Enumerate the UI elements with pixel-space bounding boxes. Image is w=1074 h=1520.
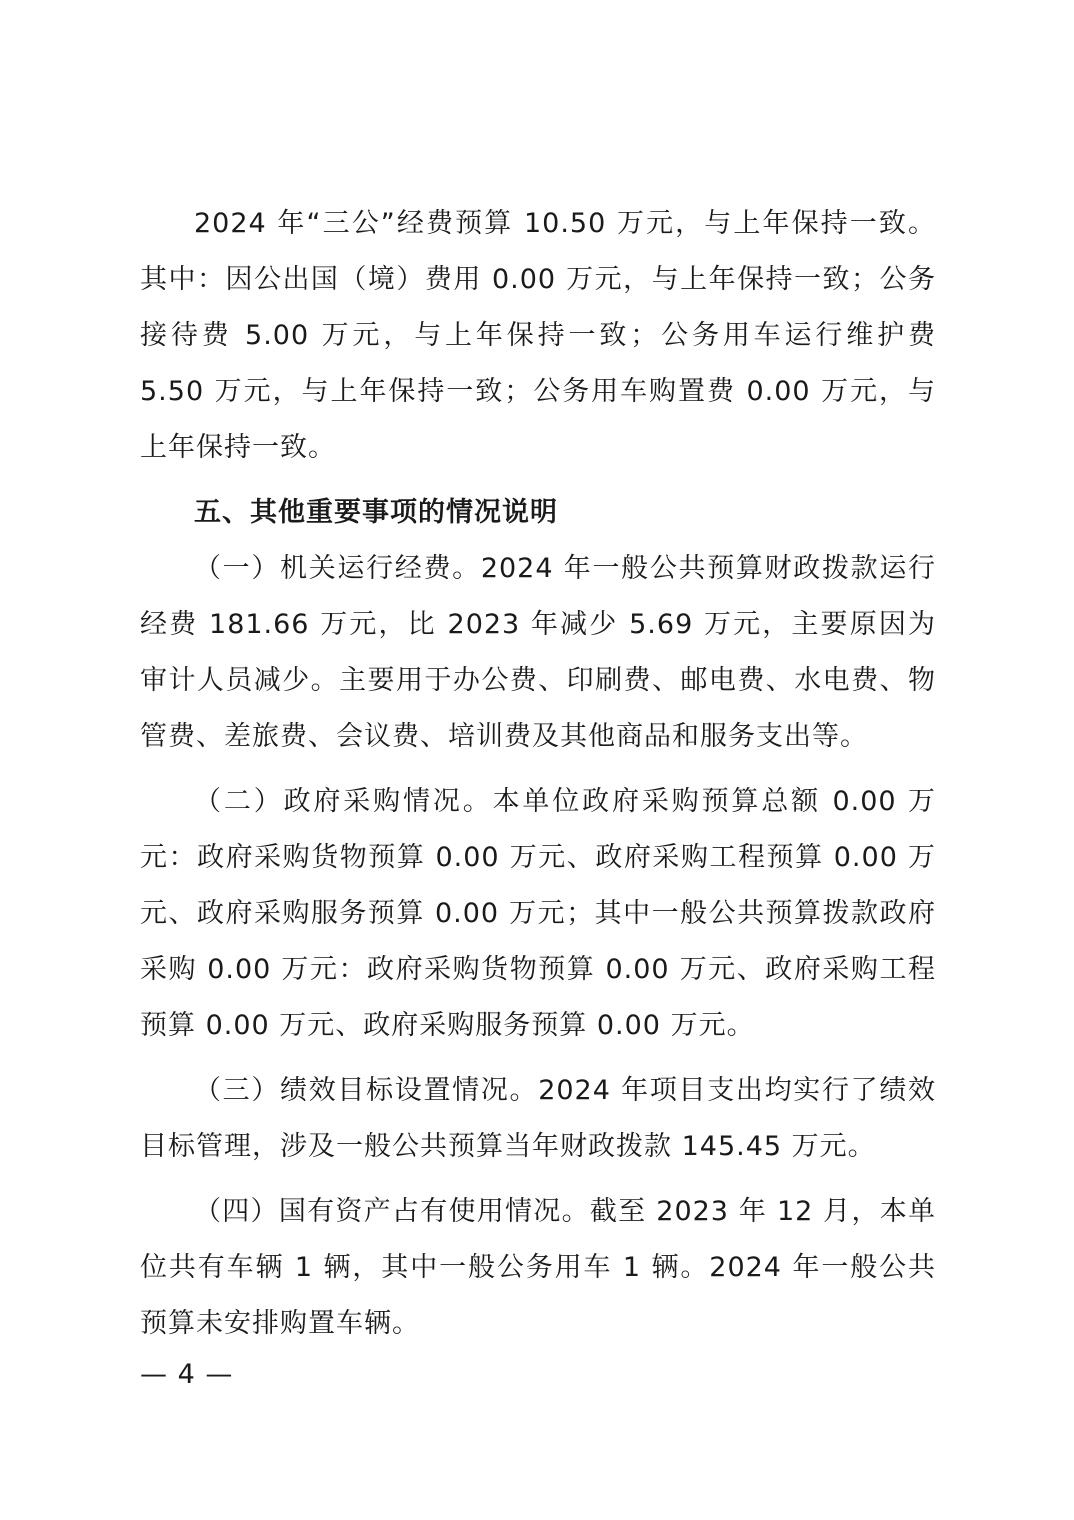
document-body	[140, 196, 936, 1352]
paragraph-assets	[140, 1184, 936, 1352]
paragraph-text: 本单位政府采购预算总额 0.00 万元：政府采购货物预算 0.00 万元、政府采购工程预算 0.00 万元、政府采购服务预算 0.00 万元；其中一般公共预算拨款政府采购 0.00 万元：政府采购货物预算 0.00 万元、政府采购工程预算 0.00 万元、政府采购服务预算 0.00 万元。	[140, 786, 936, 1041]
paragraph-text: 2024 年一般公共预算财政拨款运行经费 181.66 万元，比 2023 年减少 5.69 万元，主要原因为审计人员减少。主要用于办公费、印刷费、邮电费、水电费、物管费、差旅费、会议费、培训费及其他商品和服务支出等。	[140, 553, 936, 752]
paragraph-performance	[140, 1063, 936, 1175]
paragraph-lead: （二）政府采购情况。	[194, 786, 493, 817]
paragraph-text: 截至 2023 年 12 月，本单位共有车辆 1 辆，其中一般公务用车 1 辆。2024 年一般公共预算未安排购置车辆。	[140, 1196, 937, 1339]
paragraph-sangong-budget	[140, 196, 936, 476]
paragraph-lead: （一）机关运行经费。	[194, 553, 481, 584]
page-number: — 4 —	[140, 1359, 234, 1390]
paragraph-text: 2024 年项目支出均实行了绩效目标管理，涉及一般公共预算当年财政拨款 145.45 万元。	[140, 1075, 937, 1162]
paragraph-text: 2024 年“三公”经费预算 10.50 万元，与上年保持一致。其中：因公出国（境）费用 0.00 万元，与上年保持一致；公务接待费 5.00 万元，与上年保持一致；公务用车运行维护费 5.50 万元，与上年保持一致；公务用车购置费 0.00 万元，与上年保持一致。	[140, 208, 936, 463]
section-heading-text: 五、其他重要事项的情况说明	[194, 497, 558, 528]
paragraph-lead: （三）绩效目标设置情况。	[194, 1075, 539, 1106]
paragraph-operating-funds	[140, 541, 936, 765]
section-heading	[140, 485, 936, 541]
paragraph-lead: （四）国有资产占有使用情况。	[194, 1196, 590, 1227]
paragraph-procurement	[140, 774, 936, 1054]
